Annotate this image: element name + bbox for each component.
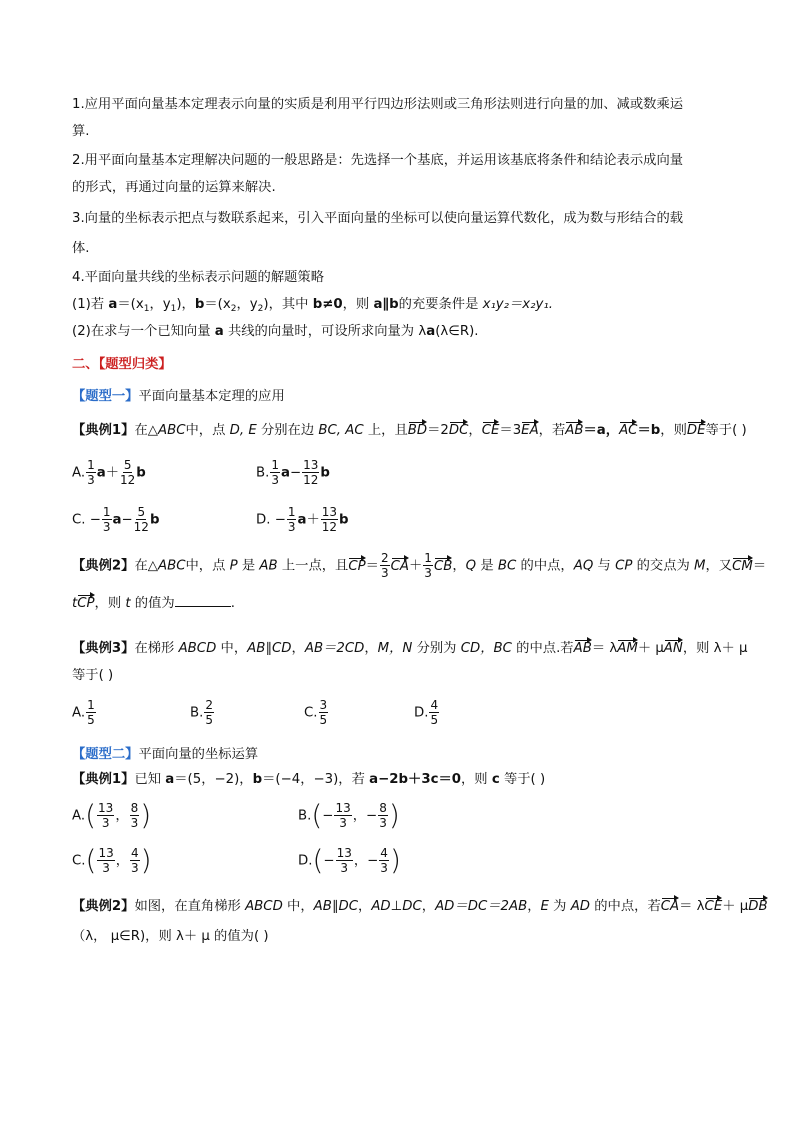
type2-example2-line2: （λ， μ∈R)，则 λ＋ μ 的值为( ) [72,929,269,944]
summary-p4-item1: (1)若 $a=(x_1$，$y_1$)，$b=(x_2$，$y_2$)，其中 b≠0，则 a∥b的充要条件是 x₁y₂＝x₂y₁. [72,297,553,314]
summary-p4-title: 4.平面向量共线的坐标表示问题的解题策略 [72,270,325,285]
type1-ex1-option-c[interactable]: C. − $\frac{1}{3}$ a− $\frac{5}{12}$ b [72,505,160,534]
type1-tag: 【题型一】 [72,389,139,404]
type2-ex1-option-b[interactable]: B.(− $\frac{13}{3}$ ，− $\frac{8}{3}$ ) [298,798,400,832]
type1-example3-line2: 等于( ) [72,668,114,683]
summary-p4-item2: (2)在求与一个已知向量 a 共线的向量时，可设所求向量为 λa(λ∈R). [72,324,479,339]
type1-ex3-option-b[interactable]: B. $\frac{2}{5}$ [190,698,213,727]
type1-heading [72,388,285,406]
type1-ex1-option-a[interactable]: A. $\frac{1}{3}$ a＋ $\frac{5}{12}$ b [72,458,146,487]
type2-heading [72,746,258,764]
type1-example2-stem: 【典例2】在△ABC中，点 P 是 AB 上一点，且CP＝ $\frac{2}{3}$ CA＋ $\frac{1}{3}$ CB，Q 是 BC 的中点，AQ 与 CP 的交点为 M，又CM＝ [72,551,767,580]
type1-ex3-option-d[interactable]: D. $\frac{4}{5}$ [414,698,439,727]
summary-p2-line2: 的形式，再通过向量的运算来解决. [72,180,276,195]
type1-ex3-option-c[interactable]: C. $\frac{3}{5}$ [304,698,328,727]
type2-example1-stem: 【典例1】已知 a＝(5，−2)，b＝(−4，−3)，若 a−2b＋3c＝0，则 c 等于( ) [72,772,546,787]
answer-blank[interactable] [175,594,231,607]
type1-ex1-option-d[interactable]: D. − $\frac{1}{3}$ a＋ $\frac{13}{12}$ b [256,505,349,534]
type2-tag: 【题型二】 [72,747,139,762]
type1-example2-line2: tCP，则 t 的值为 . [72,593,235,613]
type1-example3-stem: 【典例3】在梯形 ABCD 中，AB∥CD，AB＝2CD，M，N 分别为 CD，BC 的中点.若AB＝ λAM＋ μAN，则 λ＋ μ [72,638,748,658]
summary-p3-line1: 3.向量的坐标表示把点与数联系起来，引入平面向量的坐标可以使向量运算代数化，成为数与形结合的载 [72,211,684,226]
summary-p2-line1: 2.用平面向量基本定理解决问题的一般思路是：先选择一个基底，并运用该基底将条件和结论表示成向量 [72,153,684,168]
type2-ex1-option-d[interactable]: D.(− $\frac{13}{3}$ ，− $\frac{4}{3}$ ) [298,843,401,877]
type1-title: 平面向量基本定理的应用 [138,389,285,404]
section-title: 二、【题型归类】 [72,357,172,372]
summary-p1-line2: 算. [72,124,90,139]
type1-ex3-option-a[interactable]: A. $\frac{1}{5}$ [72,698,95,727]
type2-example2-stem: 【典例2】如图，在直角梯形 ABCD 中，AB∥DC，AD⊥DC，AD＝DC＝2AB，E 为 AD 的中点，若CA＝ λCE＋ μDB [72,896,768,916]
summary-p3-line2: 体. [72,241,90,256]
type2-ex1-option-a[interactable]: A.( $\frac{13}{3}$ ， $\frac{8}{3}$ ) [72,798,152,832]
summary-p1-line1: 1.应用平面向量基本定理表示向量的实质是利用平行四边形法则或三角形法则进行向量的加、减或数乘运 [72,97,684,112]
type2-ex1-option-c[interactable]: C.( $\frac{13}{3}$ ， $\frac{4}{3}$ ) [72,843,152,877]
type2-title: 平面向量的坐标运算 [138,747,259,762]
type1-ex1-option-b[interactable]: B. $\frac{1}{3}$ a− $\frac{13}{12}$ b [256,458,330,487]
type1-example1-stem: 【典例1】在△ABC中，点 D, E 分别在边 BC, AC 上，且BD＝2DC，CE＝3EA，若AB＝a，AC＝b，则DE等于( ) [72,420,747,440]
